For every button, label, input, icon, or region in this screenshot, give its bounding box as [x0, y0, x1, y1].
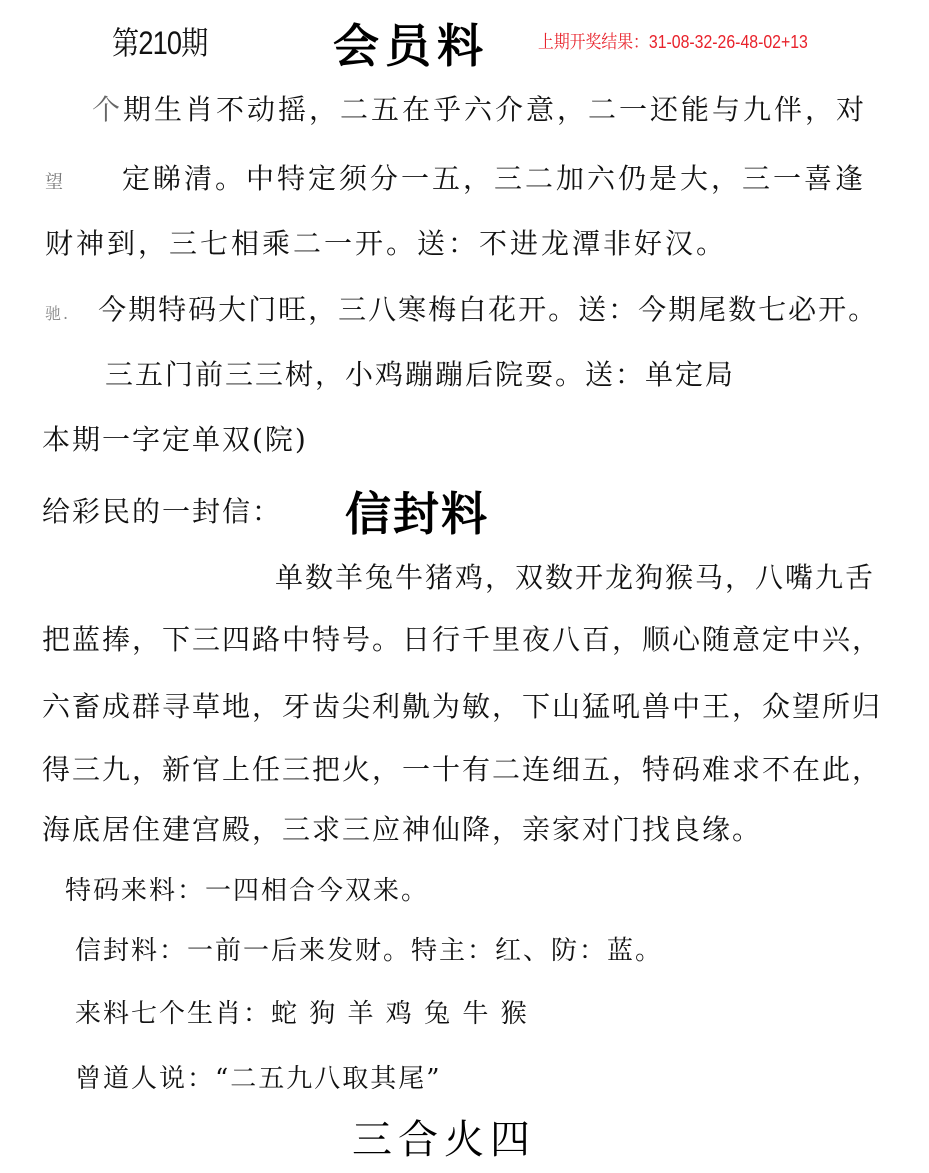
last-draw-result — [538, 28, 808, 54]
poem-line-2-prefix: 望 — [45, 172, 66, 193]
letter-line-5: 海底居住建宫殿，三求三应神仙降，亲家对门找良缘。 — [42, 813, 763, 846]
poem-line-2 — [45, 157, 866, 197]
letter-line-2: 把蓝捧，下三四路中特号。日行千里夜八百，顺心随意定中兴， — [42, 623, 883, 656]
last-result-numbers: 31-08-32-26-48-02+13 — [648, 32, 808, 52]
poem-line-3: 财神到，三七相乘二一开。送：不进龙潭非好汉。 — [45, 227, 728, 260]
poem-line-2-text: 定睇清。中特定须分一五，三二加六仍是大，三一喜逢 — [122, 162, 867, 195]
special-code-tip: 特码来料：一四相合今双来。 — [65, 876, 430, 906]
letter-line-1: 单数羊兔牛猪鸡，双数开龙狗猴马，八嘴九舌 — [275, 561, 876, 594]
envelope-tip: 信封料：一前一后来发财。特主：红、防：蓝。 — [75, 936, 664, 966]
poem-line-1-text: 期生肖不动摇，二五在乎六介意，二一还能与九伴，对 — [123, 93, 868, 126]
issue-number: 第210期 — [112, 25, 208, 61]
daoist-saying: 曾道人说：“二五九八取其尾” — [75, 1064, 442, 1094]
poem-line-5: 三五门前三三树，小鸡蹦蹦后院耍。送：单定局 — [105, 358, 736, 391]
poem-line-6: 本期一字定单双(院) — [42, 423, 308, 456]
poem-line-4-prefix: 驰. — [45, 304, 71, 323]
page-title: 会员料 — [333, 19, 489, 73]
poem-line-1 — [92, 88, 867, 128]
letter-section-title: 信封料 — [345, 487, 489, 541]
letter-intro: 给彩民的一封信： — [42, 495, 283, 528]
letter-line-3: 六畜成群寻草地，牙齿尖利鼽为敏，下山猛吼兽中王，众望所归 — [42, 690, 883, 723]
last-result-label: 上期开奖结果： — [538, 32, 649, 52]
poem-line-1-prefix: 个 — [92, 93, 124, 126]
letter-line-4: 得三九，新官上任三把火，一十有二连细五，特码难求不在此， — [42, 753, 883, 786]
seven-zodiacs-tip: 来料七个生肖：蛇 狗 羊 鸡 兔 牛 猴 — [75, 999, 529, 1029]
poem-line-4 — [45, 288, 878, 328]
footer-title: 三合火四 — [352, 1117, 536, 1163]
poem-line-4-text: 今期特码大门旺，三八寒梅白花开。送：今期尾数七必开。 — [98, 293, 879, 326]
